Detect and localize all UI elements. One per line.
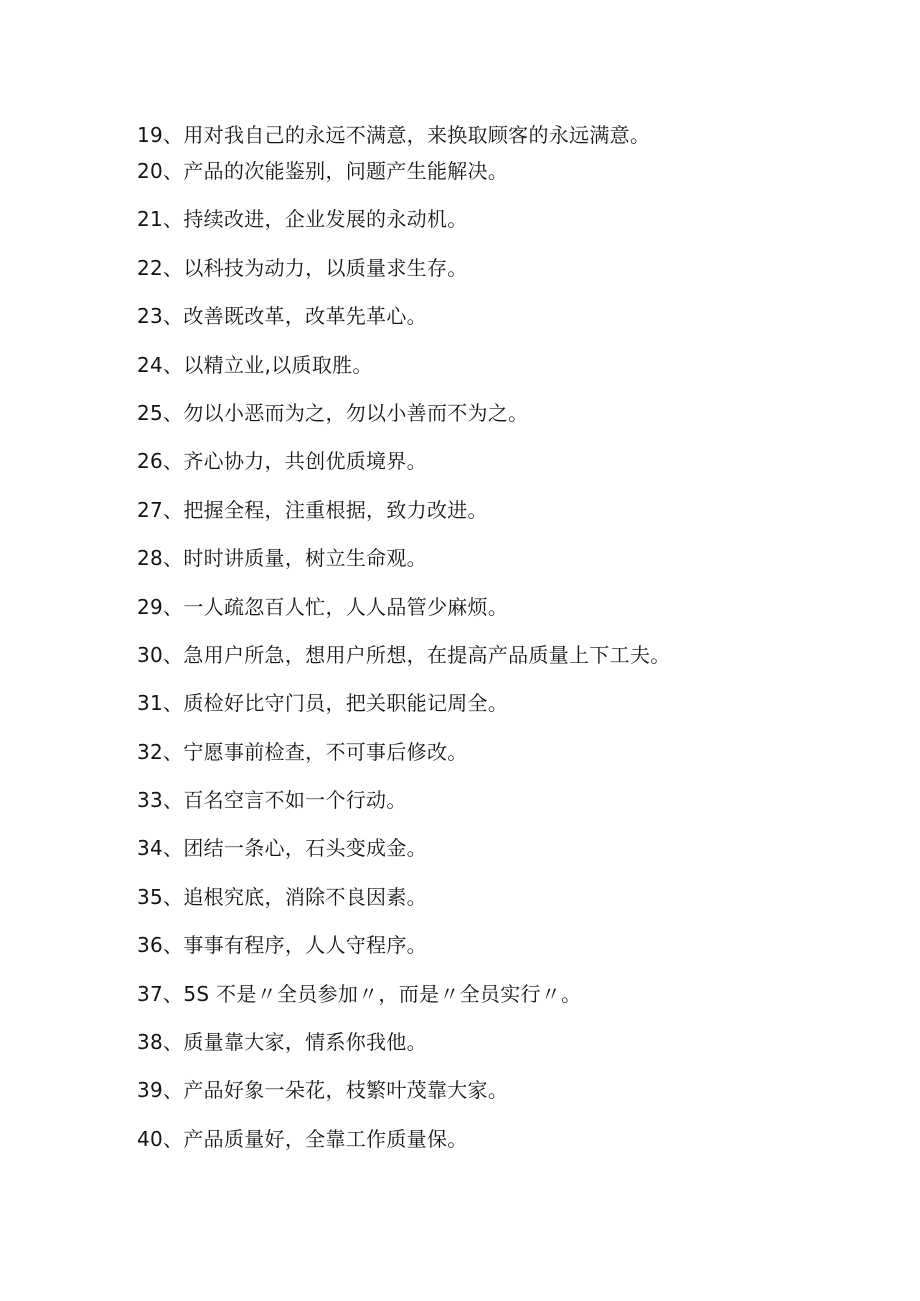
item-text: 团结一条心，石头变成金。: [183, 836, 427, 861]
item-text: 以精立业,以质取胜。: [183, 352, 373, 377]
list-item: [137, 782, 877, 830]
item-number: 35、: [137, 884, 184, 909]
item-text: 一人疏忽百人忙，人人品管少麻烦。: [183, 594, 509, 619]
item-number: 28、: [137, 546, 184, 571]
item-number: 40、: [137, 1126, 184, 1151]
item-text: 把握全程，注重根据，致力改进。: [183, 497, 488, 522]
list-item: [137, 250, 877, 298]
item-number: 21、: [137, 207, 184, 232]
list-item: [137, 1072, 877, 1120]
slogan-list: [137, 117, 877, 1169]
item-number: 26、: [137, 449, 184, 474]
list-item: [137, 347, 877, 395]
list-item: [137, 201, 877, 249]
item-number: 23、: [137, 304, 184, 329]
list-item: [137, 879, 877, 927]
item-text: 勿以小恶而为之，勿以小善而不为之。: [183, 400, 529, 425]
list-item: [137, 976, 877, 1024]
item-number: 39、: [137, 1078, 184, 1103]
item-number: 34、: [137, 836, 184, 861]
list-item: [137, 637, 877, 685]
item-number: 25、: [137, 400, 184, 425]
item-text: 产品的次能鉴别，问题产生能解决。: [183, 159, 509, 183]
item-text: 持续改进，企业发展的永动机。: [183, 207, 468, 232]
list-item: [137, 685, 877, 733]
item-number: 37、: [137, 981, 184, 1006]
item-number: 24、: [137, 352, 184, 377]
item-number: 33、: [137, 788, 184, 813]
list-item: [137, 734, 877, 782]
item-text: 产品质量好，全靠工作质量保。: [183, 1126, 468, 1151]
item-text: 改善既改革，改革先革心。: [183, 304, 427, 329]
item-number: 22、: [137, 255, 184, 280]
item-number: 27、: [137, 497, 184, 522]
list-item: [137, 298, 877, 346]
item-number: 32、: [137, 739, 184, 764]
list-item: [137, 540, 877, 588]
item-text: 百名空言不如一个行动。: [183, 788, 407, 813]
item-number: 36、: [137, 933, 184, 958]
list-item: [137, 927, 877, 975]
item-number: 30、: [137, 642, 184, 667]
item-text: 事事有程序，人人守程序。: [183, 933, 427, 958]
item-text: 以科技为动力，以质量求生存。: [183, 255, 468, 280]
list-item: [137, 443, 877, 491]
item-number: 31、: [137, 691, 184, 716]
item-text: 5S 不是〃全员参加〃，而是〃全员实行〃。: [183, 981, 582, 1006]
item-number: 29、: [137, 594, 184, 619]
list-item: [137, 117, 877, 153]
item-text: 宁愿事前检查，不可事后修改。: [183, 739, 468, 764]
list-item: [137, 830, 877, 878]
item-text: 急用户所急，想用户所想，在提高产品质量上下工夫。: [183, 642, 671, 667]
item-number: 38、: [137, 1030, 184, 1055]
list-item: [137, 395, 877, 443]
item-number: 19、: [137, 123, 184, 147]
item-text: 产品好象一朵花，枝繁叶茂靠大家。: [183, 1078, 509, 1103]
item-number: 20、: [137, 159, 184, 183]
item-text: 质检好比守门员，把关职能记周全。: [183, 691, 509, 716]
list-item: [137, 153, 877, 201]
item-text: 时时讲质量，树立生命观。: [183, 546, 427, 571]
list-item: [137, 1121, 877, 1169]
item-text: 齐心协力，共创优质境界。: [183, 449, 427, 474]
item-text: 追根究底，消除不良因素。: [183, 884, 427, 909]
item-text: 用对我自己的永远不满意，来换取顾客的永远满意。: [183, 123, 651, 147]
list-item: [137, 1024, 877, 1072]
list-item: [137, 589, 877, 637]
item-text: 质量靠大家，情系你我他。: [183, 1030, 427, 1055]
list-item: [137, 492, 877, 540]
